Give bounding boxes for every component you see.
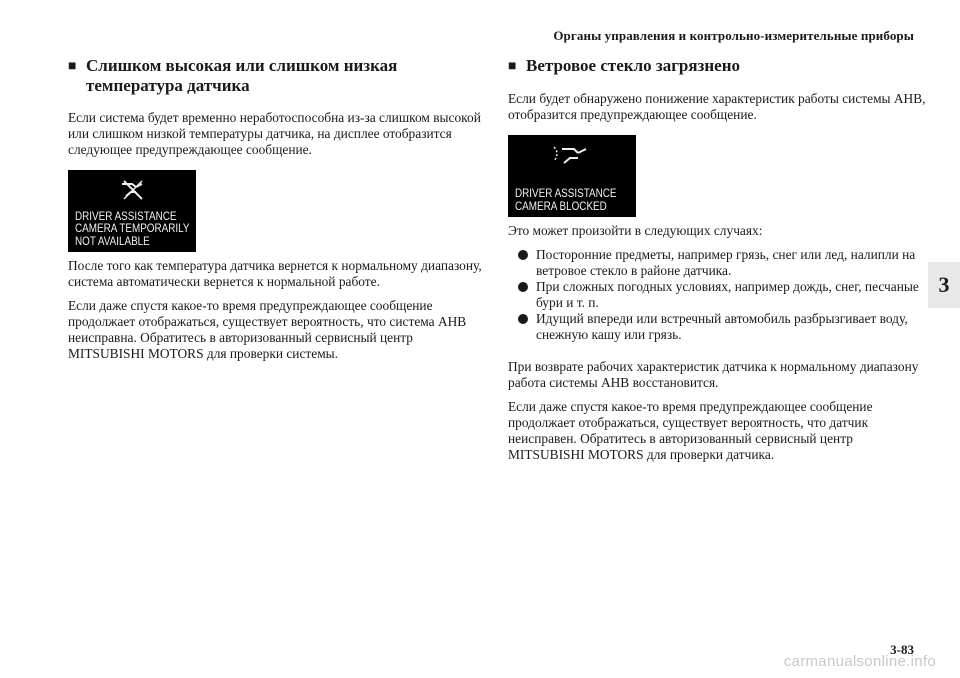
paragraph: Если система будет временно неработоспособна из-за слишком высокой или слишком низкой температуры датчика, на дисплее отобразится следующее предупреждающее сообщение.	[68, 110, 481, 157]
right-column	[508, 56, 928, 463]
list-item: При сложных погодных условиях, например дождь, снег, песчаные бури и т. п.	[508, 279, 928, 311]
bullet-dot-icon	[508, 279, 536, 311]
section-title-windshield	[508, 56, 928, 77]
warning-display-blocked	[508, 135, 636, 217]
warning-display-temporary	[68, 170, 196, 252]
square-bullet-icon: ■	[508, 59, 517, 74]
display-line: DRIVER ASSISTANCE	[75, 210, 177, 223]
running-header: Органы управления и контрольно-измерительные приборы	[553, 28, 914, 43]
square-bullet-icon: ■	[68, 59, 77, 74]
display-line: CAMERA TEMPORARILY	[75, 223, 190, 235]
display-line: NOT AVAILABLE	[75, 235, 150, 248]
paragraph: Если будет обнаружено понижение характеристик работы системы AHB, отобразится предупреждающее сообщение.	[508, 91, 926, 122]
display-line: CAMERA BLOCKED	[515, 200, 607, 213]
list-item: Посторонние предметы, например грязь, снег или лед, налипли на ветровое стекло в районе датчика.	[508, 247, 928, 279]
page-number: 3-83	[890, 642, 914, 657]
bullet-dot-icon	[508, 247, 536, 279]
section-title-text: Ветровое стекло загрязнено	[526, 56, 741, 75]
section-title-text: Слишком высокая или слишком низкая температура датчика	[86, 56, 398, 95]
left-column	[68, 56, 488, 362]
conditions-list	[508, 247, 928, 343]
watermark: carmanualsonline.info	[783, 653, 936, 670]
list-item: Идущий впереди или встречный автомобиль разбрызгивает воду, снежную кашу или грязь.	[508, 311, 928, 343]
paragraph: Это может произойти в следующих случаях:	[508, 223, 763, 238]
paragraph: Если даже спустя какое-то время предупреждающее сообщение продолжает отображаться, существует вероятность, что датчик неисправен. Обратитесь в авторизованный сервисный центр MITSUBISHI MOTORS для проверки датчика.	[508, 399, 873, 462]
chapter-tab: 3	[928, 262, 960, 308]
paragraph: При возврате рабочих характеристик датчика к нормальному диапазону работа системы AHB восстановится.	[508, 359, 919, 390]
bullet-dot-icon	[508, 311, 536, 343]
display-line: DRIVER ASSISTANCE	[515, 188, 617, 200]
camera-unavailable-icon	[118, 178, 148, 202]
camera-blocked-icon	[552, 143, 592, 169]
section-title-temperature	[68, 56, 468, 96]
paragraph: Если даже спустя какое-то время предупреждающее сообщение продолжает отображаться, существует вероятность, что система AHB неисправна. Обратитесь в авторизованный сервисный центр MITSUBISHI MOTORS для проверки системы.	[68, 298, 467, 361]
paragraph: После того как температура датчика вернется к нормальному диапазону, система автоматически вернется к нормальной работе.	[68, 258, 482, 289]
